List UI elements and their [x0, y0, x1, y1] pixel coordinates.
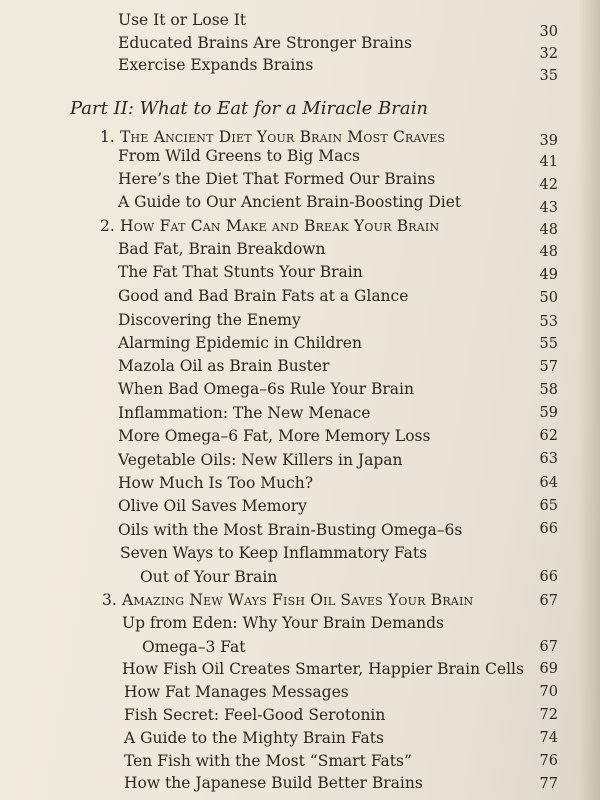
toc-entry-title: Good and Bad Brain Fats at a Glance [118, 287, 409, 305]
toc-entry-page: 65 [539, 498, 558, 514]
toc-entry-title: Inflammation: The New Menace [118, 404, 371, 422]
toc-entry-title: Alarming Epidemic in Children [118, 334, 362, 352]
toc-entry-title: How Fish Oil Creates Smarter, Happier Brain Cells [122, 660, 524, 678]
toc-entry-title: More Omega–6 Fat, More Memory Loss [118, 427, 431, 445]
toc-entry-page: 48 [539, 244, 558, 260]
toc-entry-page: 55 [539, 336, 558, 352]
toc-entry-page: 67 [539, 639, 558, 655]
chapter-number: 2. [100, 217, 115, 235]
toc-entry-title: Bad Fat, Brain Breakdown [118, 240, 326, 258]
chapter-number: 3. [102, 591, 117, 609]
toc-entry-page: 76 [539, 753, 558, 769]
page-edge-shadow [578, 0, 600, 800]
toc-entry-title: Use It or Lose It [118, 11, 247, 29]
chapter-number: 1. [100, 128, 115, 146]
toc-entry-page: 72 [539, 707, 558, 723]
toc-entry-page: 43 [539, 200, 558, 216]
toc-entry-page: 30 [539, 24, 558, 40]
toc-entry-title: Discovering the Enemy [118, 311, 301, 329]
toc-entry-page: 66 [539, 569, 558, 585]
toc-entry-page: 66 [539, 521, 558, 537]
toc-entry-title: Vegetable Oils: New Killers in Japan [118, 451, 403, 469]
toc-entry-page: 35 [539, 68, 558, 84]
toc-entry-page: 41 [539, 154, 558, 170]
toc-entry-title: Olive Oil Saves Memory [118, 497, 307, 515]
chapter-title: How Fat Can Make and Break Your Brain [120, 217, 440, 235]
toc-entry-title: A Guide to Our Ancient Brain-Boosting Diet [118, 193, 462, 211]
toc-entry-page: 63 [539, 451, 558, 467]
toc-entry-title: How Fat Manages Messages [124, 683, 349, 701]
toc-entry-title: How Much Is Too Much? [118, 474, 314, 492]
toc-entry-page: 64 [539, 475, 558, 491]
chapter-page: 48 [539, 222, 558, 238]
toc-entry-page: 32 [539, 46, 558, 62]
toc-entry-page: 74 [539, 730, 558, 746]
toc-entry-title: The Fat That Stunts Your Brain [118, 263, 363, 281]
toc-entry-title: Exercise Expands Brains [118, 56, 314, 74]
toc-entry-page: 59 [539, 405, 558, 421]
toc-entry-page: 50 [539, 290, 558, 306]
toc-entry-title: Educated Brains Are Stronger Brains [118, 34, 412, 52]
toc-entry-page: 77 [539, 776, 558, 792]
part-title: Part II: What to Eat for a Miracle Brain [70, 98, 428, 119]
toc-entry-title-continuation: Out of Your Brain [140, 568, 278, 586]
toc-entry-title: Up from Eden: Why Your Brain Demands [122, 614, 444, 632]
chapter-page: 67 [539, 593, 558, 609]
toc-entry-title: Fish Secret: Feel-Good Serotonin [124, 706, 386, 724]
chapter-page: 39 [539, 133, 558, 149]
toc-entry-page: 62 [539, 428, 558, 444]
toc-entry-title: Seven Ways to Keep Inflammatory Fats [120, 544, 428, 562]
toc-entry-page: 53 [539, 314, 558, 330]
toc-entry-title: Here’s the Diet That Formed Our Brains [118, 170, 436, 188]
toc-entry-title: Oils with the Most Brain-Busting Omega–6s [118, 521, 463, 539]
chapter-title: Amazing New Ways Fish Oil Saves Your Brain [122, 591, 474, 609]
toc-entry-page: 69 [539, 661, 558, 677]
toc-entry-title: When Bad Omega–6s Rule Your Brain [118, 380, 414, 398]
toc-entry-title: From Wild Greens to Big Macs [118, 147, 360, 165]
toc-entry-page: 42 [539, 177, 558, 193]
chapter-title: The Ancient Diet Your Brain Most Craves [120, 128, 446, 146]
toc-entry-page: 57 [539, 359, 558, 375]
toc-entry-page: 49 [539, 267, 558, 283]
toc-entry-title: How the Japanese Build Better Brains [124, 774, 423, 792]
toc-entry-page: 70 [539, 684, 558, 700]
toc-entry-page: 58 [539, 382, 558, 398]
toc-entry-title: A Guide to the Mighty Brain Fats [124, 729, 384, 747]
toc-entry-title: Ten Fish with the Most “Smart Fats” [124, 752, 412, 770]
toc-entry-title-continuation: Omega–3 Fat [142, 638, 246, 656]
toc-entry-title: Mazola Oil as Brain Buster [118, 357, 330, 375]
